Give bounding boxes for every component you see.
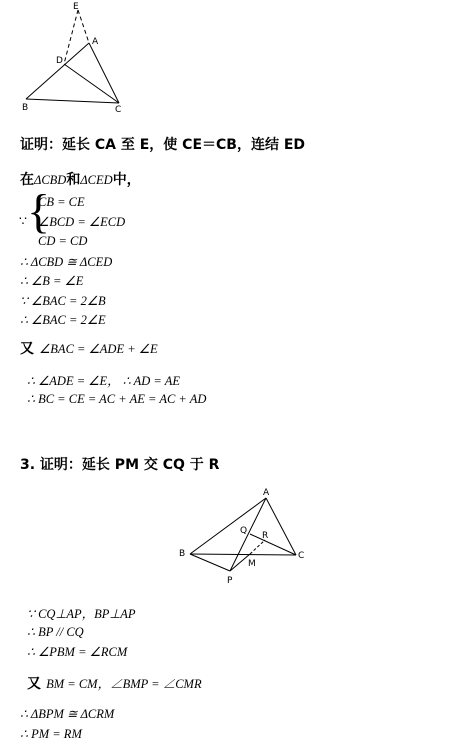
also-word-2: 又	[27, 676, 41, 692]
segment-ed	[64, 10, 78, 64]
segment-mr	[250, 540, 265, 554]
segment-ab	[26, 43, 89, 99]
proof3-line-2: ∴ BP // CQ	[27, 625, 84, 639]
proof3-heading: 3. 证明：延长 PM 交 CQ 于 R	[20, 457, 220, 473]
in-suffix: 中，	[112, 172, 141, 188]
tri-cbd: ΔCBD	[34, 173, 67, 187]
proof3-line-6: ∴ PM = RM	[20, 727, 82, 741]
label-q: Q	[240, 526, 248, 536]
segment-ea	[78, 10, 89, 43]
tri-ced: ΔCED	[80, 173, 113, 187]
segment-pm	[230, 554, 250, 571]
since-symbol: ∵	[19, 214, 27, 228]
step-congruent: ∴ ΔCBD ≅ ΔCED	[20, 255, 113, 269]
label-a: A	[92, 37, 99, 47]
label-p: P	[227, 576, 233, 586]
segment-cq	[250, 534, 296, 555]
segment-bc	[26, 99, 119, 103]
label-m: M	[248, 559, 256, 569]
label-r: R	[262, 531, 269, 541]
label-a2: A	[263, 488, 270, 498]
segment-bp	[190, 554, 230, 571]
label-d: D	[56, 56, 63, 66]
proof1-heading: 证明：延长 CA 至 E，使 CE＝CB，连结 ED	[20, 137, 306, 153]
conclusion-2: ∴ BC = CE = AC + AE = AC + AD	[27, 392, 207, 406]
segment-ac2	[266, 498, 296, 555]
in-and: 和	[66, 172, 81, 188]
also-line-1	[20, 338, 158, 358]
also-line-2	[27, 673, 202, 693]
also-word: 又	[20, 341, 34, 357]
also-expr: ∠BAC = ∠ADE + ∠E	[39, 342, 158, 356]
segment-ab2	[190, 498, 269, 554]
proof3-line-5: ∴ ΔBPM ≅ ΔCRM	[20, 707, 115, 721]
triangle-figure-2	[170, 484, 320, 589]
in-prefix: 在	[20, 172, 34, 188]
also-expr-2: BM = CM，∠BMP = ∠CMR	[46, 677, 202, 691]
system-eq-2: ∠BCD = ∠ECD	[38, 215, 126, 229]
segment-bc2	[190, 554, 296, 555]
label-c2: C	[298, 551, 305, 561]
label-e: E	[73, 2, 79, 12]
label-c: C	[115, 105, 122, 115]
label-b: B	[22, 103, 29, 113]
proof3-line-1: ∵ CQ⊥AP，BP⊥AP	[27, 607, 136, 621]
segment-ac	[89, 43, 119, 103]
triangle-figure-1	[0, 0, 160, 120]
proof3-line-3: ∴ ∠PBM = ∠RCM	[27, 645, 128, 659]
system-brace: {	[27, 185, 51, 238]
step-angle-b-e: ∴ ∠B = ∠E	[20, 274, 84, 288]
system-eq-1: CB = CE	[38, 195, 85, 209]
step-bac-2e: ∴ ∠BAC = 2∠E	[20, 313, 106, 327]
system-eq-3: CD = CD	[38, 234, 88, 248]
conclusion-1: ∴ ∠ADE = ∠E， ∴ AD = AE	[27, 374, 180, 388]
label-b2: B	[179, 549, 186, 559]
step-given: ∵ ∠BAC = 2∠B	[20, 294, 106, 308]
segment-dc	[64, 64, 119, 103]
